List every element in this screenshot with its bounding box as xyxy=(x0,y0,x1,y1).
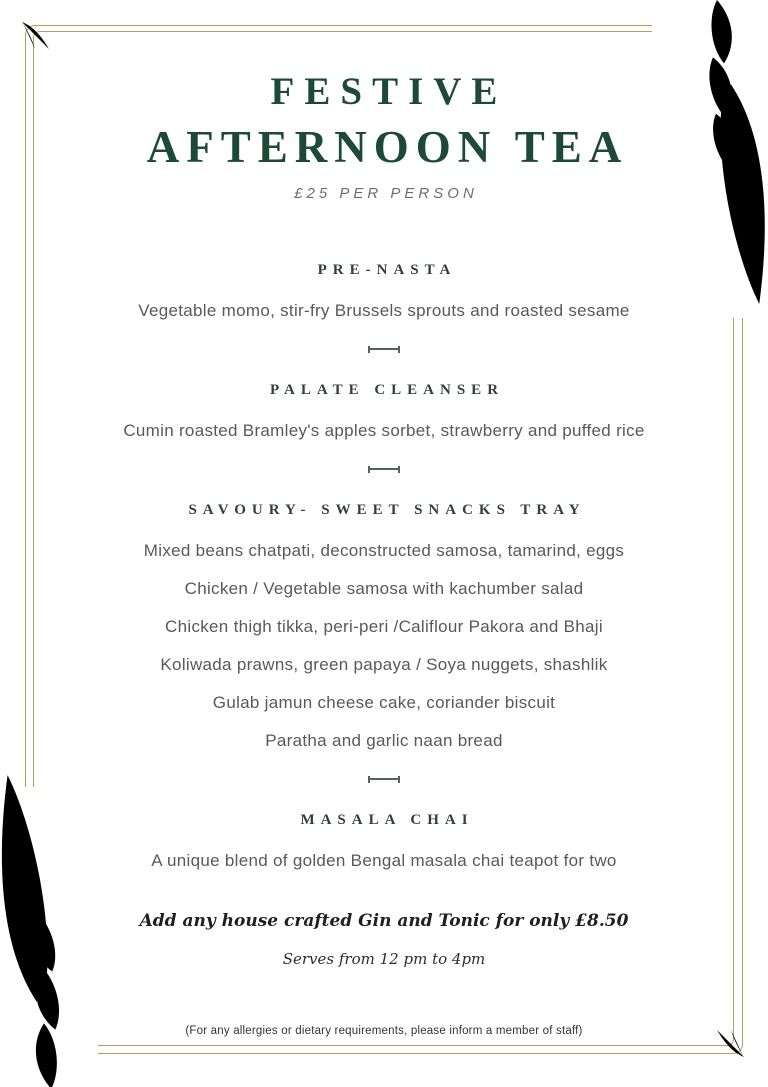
gin-tonic-promo: Add any house crafted Gin and Tonic for only £8.50 xyxy=(139,911,629,931)
menu-title-line2: AFTERNOON TEA xyxy=(146,122,629,172)
menu-item: A unique blend of golden Bengal masala chai teapot for two xyxy=(151,851,617,870)
section-heading: SAVOURY- SWEET SNACKS TRAY xyxy=(188,502,586,518)
section-divider xyxy=(0,762,768,796)
serving-hours: Serves from 12 pm to 4pm xyxy=(282,950,486,968)
menu-item: Paratha and garlic naan bread xyxy=(265,731,503,750)
menu-price-subtitle: £25 PER PERSON xyxy=(294,185,478,202)
menu-footer xyxy=(0,908,768,1040)
menu-item: Mixed beans chatpati, deconstructed samosa, tamarind, eggs xyxy=(143,541,625,560)
menu-section-3 xyxy=(0,498,768,796)
menu-title-line1: FESTIVE xyxy=(270,70,508,113)
menu-section-1 xyxy=(0,258,768,366)
menu-header xyxy=(0,0,768,204)
capped-line-divider-icon xyxy=(369,348,399,350)
section-heading: PRE-NASTA xyxy=(317,262,457,278)
menu-item: Chicken / Vegetable samosa with kachumber salad xyxy=(184,579,584,598)
section-divider xyxy=(0,452,768,486)
capped-line-divider-icon xyxy=(369,778,399,780)
menu-item: Vegetable momo, stir-fry Brussels sprouts and roasted sesame xyxy=(138,301,630,320)
capped-line-divider-icon xyxy=(369,468,399,470)
menu-sections xyxy=(0,258,768,880)
menu-section-4 xyxy=(0,808,768,880)
section-heading: PALATE CLEANSER xyxy=(269,382,505,398)
section-heading: MASALA CHAI xyxy=(300,812,474,828)
menu-item: Gulab jamun cheese cake, coriander biscuit xyxy=(212,693,556,712)
menu-section-2 xyxy=(0,378,768,486)
allergy-note: (For any allergies or dietary requirements, please inform a member of staff) xyxy=(185,1025,583,1037)
menu-item: Chicken thigh tikka, peri-peri /Califlour Pakora and Bhaji xyxy=(165,617,603,636)
menu-item: Koliwada prawns, green papaya / Soya nuggets, shashlik xyxy=(160,655,608,674)
section-divider xyxy=(0,332,768,366)
menu-item: Cumin roasted Bramley's apples sorbet, strawberry and puffed rice xyxy=(123,421,645,440)
